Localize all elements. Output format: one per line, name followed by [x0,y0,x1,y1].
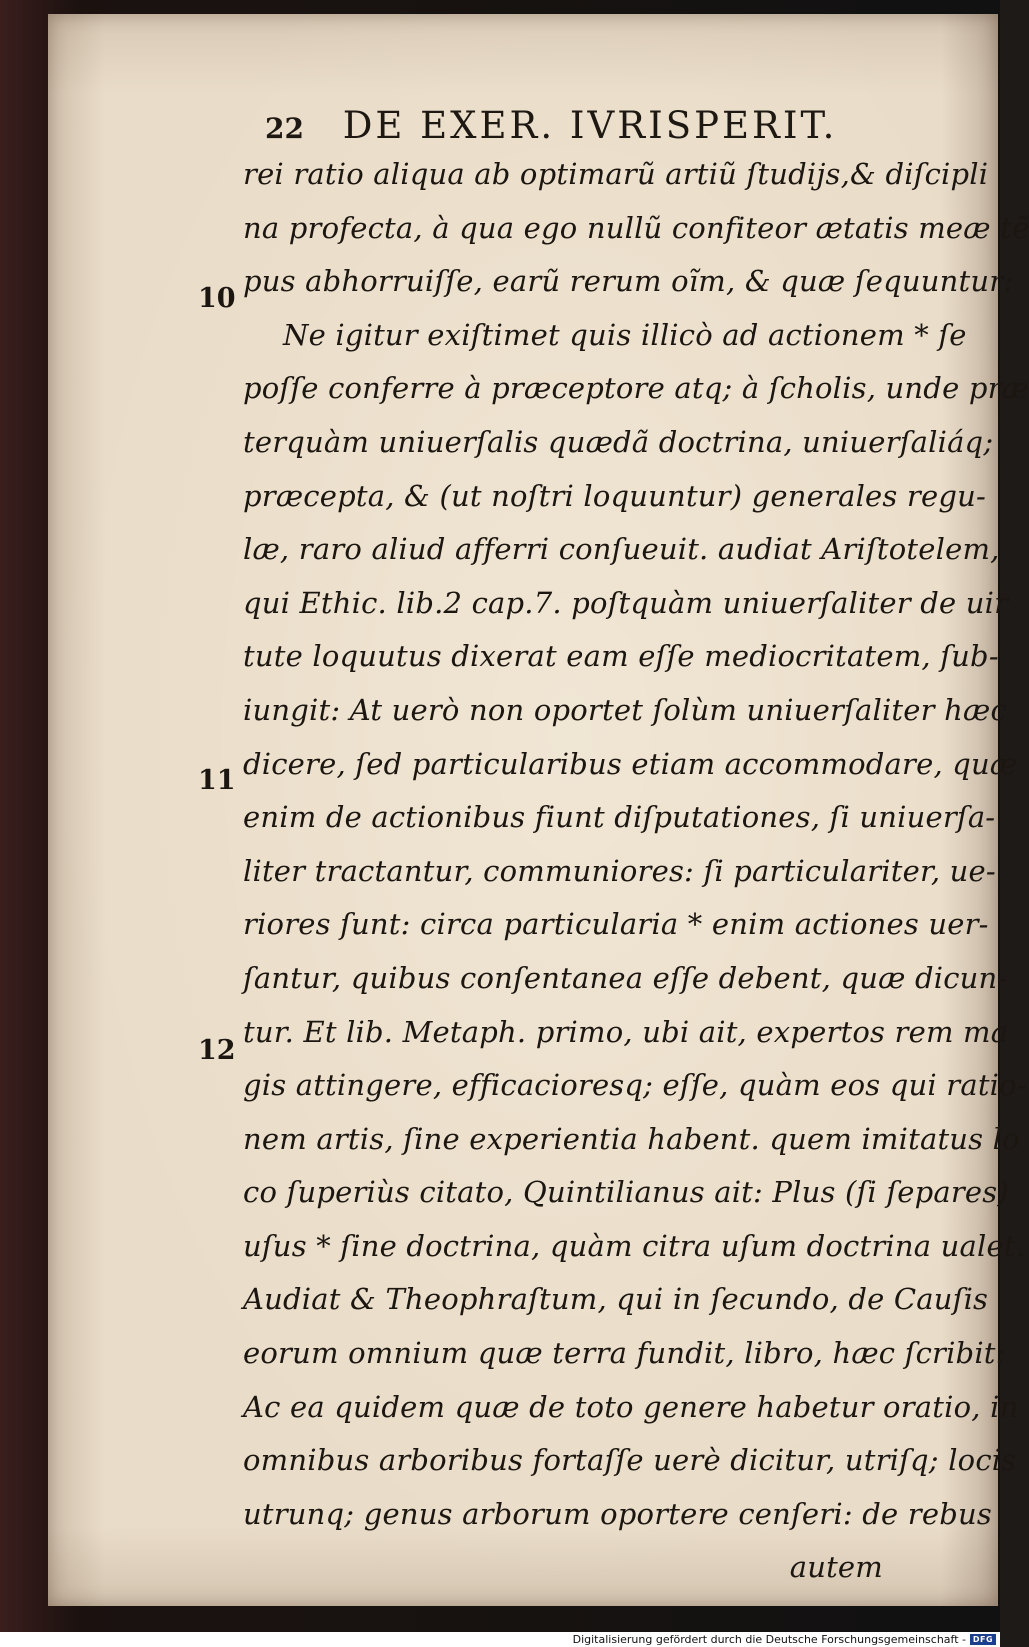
margin-number: 10 [198,283,236,314]
text-line: utrunq; genus arborum oportere cenſeri: de rebus [243,1496,992,1531]
text-line: gis attingere, efficacioresq; eſſe, quàm eos qui ratio- [243,1068,1027,1103]
catchword: autem [789,1550,883,1585]
dfg-logo: DFG [970,1634,996,1645]
text-line: terquàm uniuerſalis quædã doctrina, uniuerſaliáq; [243,424,994,459]
text-line: nem artis, ſine experientia habent. quem imitatus lo [243,1121,1020,1156]
text-line: tute loquutus dixerat eam eſſe mediocritatem, ſub- [243,639,999,674]
running-head [265,104,885,154]
text-line: præcepta, & (ut noſtri loquuntur) generales regu- [243,478,986,513]
text-line: tur. Et lib. Metaph. primo, ubi ait, expertos rem ma [243,1014,1009,1049]
body-text [243,148,1029,1585]
text-line: iungit: At uerò non oportet ſolùm uniuerſaliter hæc [243,692,1007,727]
text-line: liter tractantur, communiores: ſi particulariter, ue- [243,853,996,888]
text-line: Audiat & Theophraſtum, qui in ſecundo, de Cauſis [243,1282,989,1317]
text-line: poſſe conferre à præceptore atq; à ſcholis, unde præ [243,371,1029,406]
digitization-footer [0,1632,1000,1647]
text-line: rei ratio aliqua ab optimarũ artiũ ſtudijs,& diſcipli [243,157,989,191]
running-head-title: DE EXER. IVRISPERIT. [342,104,838,147]
text-line: Ne igitur exiſtimet quis illicò ad actionem * ſe [283,317,967,352]
text-line: uſus * ſine doctrina, quàm citra uſum doctrina ualet. [243,1228,1026,1263]
text-line: læ, raro aliud afferri conſueuit. audiat Ariſtotelem, [243,532,1000,567]
text-line: dicere, ſed particularibus etiam accommodare, quæ [243,746,1018,781]
text-line: riores ſunt: circa particularia * enim actiones uer- [243,907,989,942]
text-line: pus abhorruiſſe, earũ rerum oĩm, & quæ ſequuntur: [243,264,1014,299]
margin-number: 11 [198,765,236,796]
footer-credit: Digitalisierung gefördert durch die Deutsche Forschungsgemeinschaft - [572,1633,966,1646]
text-line: eorum omnium quæ terra fundit, libro, hæc ſcribit: [243,1336,1006,1371]
margin-number: 12 [198,1035,236,1066]
text-line: enim de actionibus fiunt diſputationes, ſi uniuerſa- [243,800,996,835]
page-number: 22 [265,112,304,145]
text-line: na profecta, à qua ego nullũ confiteor ætatis meæ tẽ [243,210,1029,245]
text-line: omnibus arboribus fortaſſe uerè dicitur, utriſq; locis [243,1443,1017,1478]
text-line: qui Ethic. lib.2 cap.7. poſtquàm uniuerſaliter de uir [243,585,1009,620]
text-line: ſantur, quibus conſentanea eſſe debent, quæ dicun- [243,960,1008,995]
text-line: co ſuperiùs citato, Quintilianus ait: Plus (ſi ſepares) [243,1175,1009,1210]
text-line: Ac ea quidem quæ de toto genere habetur oratio, in [243,1389,1019,1424]
